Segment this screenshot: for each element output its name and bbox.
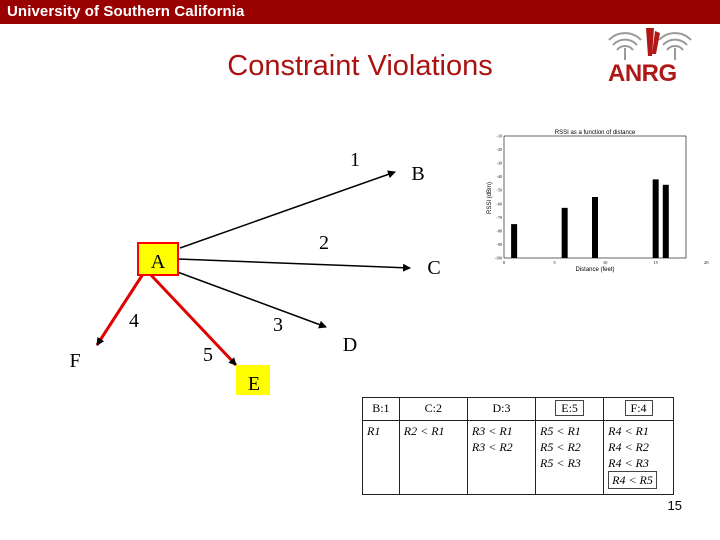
constraint-item bbox=[540, 439, 599, 455]
table-cell bbox=[536, 421, 604, 495]
edge-label-1: 1 bbox=[350, 149, 360, 171]
table-cell bbox=[604, 421, 674, 495]
edge-a-c bbox=[178, 259, 410, 268]
table-header-cell bbox=[399, 398, 467, 421]
chart-y-tick: -100 bbox=[494, 255, 502, 261]
table-header-cell bbox=[363, 398, 400, 421]
constraint-text: R1 bbox=[367, 424, 381, 438]
constraint-item bbox=[540, 455, 599, 471]
edge-label-4: 4 bbox=[129, 310, 139, 332]
constraint-text: R5 < R1 bbox=[540, 424, 581, 438]
table-header-row bbox=[363, 398, 674, 421]
table-cell bbox=[399, 421, 467, 495]
page-number: 15 bbox=[667, 498, 682, 513]
chart-x-tick: 20 bbox=[703, 260, 709, 265]
edge-label-2: 2 bbox=[319, 232, 329, 254]
constraint-item bbox=[608, 439, 669, 455]
chart-y-label: RSSI (dBm) bbox=[487, 181, 493, 215]
constraint-text: R5 < R2 bbox=[540, 440, 581, 454]
constraint-text: R4 < R1 bbox=[608, 424, 649, 438]
chart-y-tick: -50 bbox=[496, 187, 502, 193]
chart-bar bbox=[562, 208, 568, 258]
constraint-item bbox=[540, 423, 599, 439]
table-header-label: D:3 bbox=[492, 401, 511, 415]
node-c: C bbox=[427, 257, 441, 279]
slide-title: Constraint Violations bbox=[227, 50, 493, 82]
constraint-item bbox=[608, 423, 669, 439]
constraint-text: R4 < R5 bbox=[608, 471, 657, 489]
constraint-item bbox=[367, 423, 395, 439]
chart-x-label: Distance (feet) bbox=[575, 267, 615, 273]
edge-a-e bbox=[150, 274, 236, 365]
node-f: F bbox=[69, 350, 81, 372]
constraint-item bbox=[404, 423, 463, 439]
table-header-label: E:5 bbox=[555, 400, 584, 416]
constraint-text: R3 < R1 bbox=[471, 424, 513, 438]
constraint-text: R3 < R2 bbox=[471, 440, 513, 454]
table-body-row bbox=[363, 421, 674, 495]
table-header-cell bbox=[536, 398, 604, 421]
chart-bar bbox=[592, 197, 598, 258]
chart-y-tick: -40 bbox=[496, 174, 502, 180]
chart-x-tick: 0 bbox=[502, 260, 506, 265]
table-header-label: B:1 bbox=[372, 401, 390, 415]
node-b: B bbox=[411, 163, 425, 185]
chart-title: RSSI as a function of distance bbox=[554, 130, 636, 136]
edge-a-b bbox=[180, 172, 395, 248]
constraint-text: R5 < R3 bbox=[540, 456, 581, 470]
constraint-item bbox=[472, 423, 531, 439]
anrg-logo-text: ANRG bbox=[608, 60, 677, 87]
chart-bar bbox=[653, 179, 659, 258]
constraint-text: R4 < R3 bbox=[608, 456, 649, 470]
chart-y-tick: -80 bbox=[496, 228, 502, 234]
chart-x-tick: 15 bbox=[653, 260, 658, 265]
node-e: E bbox=[247, 373, 261, 395]
node-d: D bbox=[342, 334, 358, 356]
constraint-text: R4 < R2 bbox=[608, 440, 649, 454]
edge-a-d bbox=[172, 270, 326, 327]
constraint-item bbox=[472, 439, 531, 455]
chart-x-tick: 5 bbox=[553, 260, 556, 265]
constraint-table bbox=[362, 397, 674, 495]
table-header-cell bbox=[467, 398, 535, 421]
table-header-cell bbox=[604, 398, 674, 421]
chart-y-tick: -60 bbox=[496, 201, 502, 207]
node-a: A bbox=[150, 251, 166, 273]
table-header-label: F:4 bbox=[625, 400, 653, 416]
table-cell bbox=[467, 421, 535, 495]
chart-y-tick: -70 bbox=[496, 214, 502, 220]
constraint-item bbox=[608, 455, 669, 471]
table-cell bbox=[363, 421, 400, 495]
table-header-label: C:2 bbox=[424, 401, 443, 415]
chart-bar bbox=[511, 224, 517, 258]
edge-label-5: 5 bbox=[203, 344, 213, 366]
chart-x-tick: 10 bbox=[602, 260, 608, 265]
constraint-text: R2 < R1 bbox=[403, 424, 445, 438]
chart-bar bbox=[663, 185, 669, 258]
rssi-chart bbox=[484, 126, 709, 274]
university-name: University of Southern California bbox=[7, 3, 245, 20]
chart-y-tick: -90 bbox=[496, 241, 502, 247]
constraint-item bbox=[608, 471, 669, 489]
chart-y-tick: -20 bbox=[496, 147, 502, 153]
chart-y-tick: -10 bbox=[496, 133, 502, 139]
edge-label-3: 3 bbox=[273, 314, 283, 336]
chart-y-tick: -30 bbox=[496, 160, 502, 166]
